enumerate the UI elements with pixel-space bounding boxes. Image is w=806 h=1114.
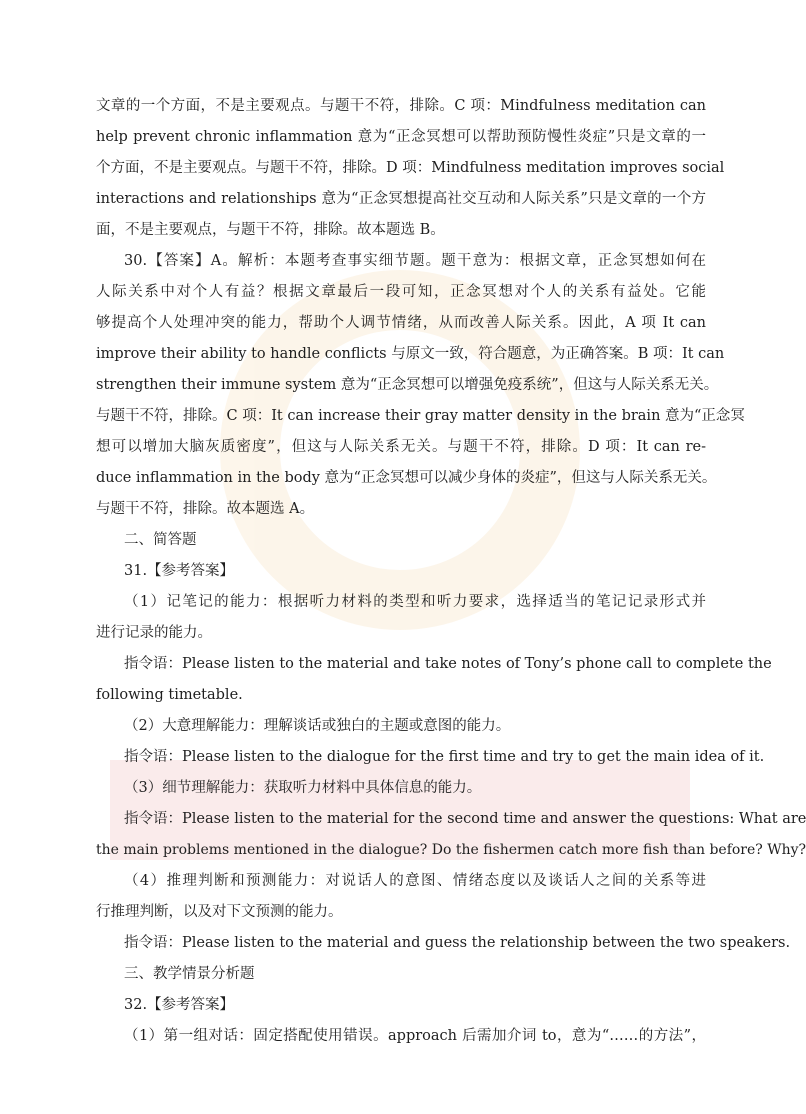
- text-line: the main problems mentioned in the dialogue? Do the fishermen catch more fish than before? Why?: [96, 842, 806, 858]
- text-line: interactions and relationships 意为“正念冥想提高社交互动和人际关系”只是文章的一个方: [96, 191, 706, 207]
- text-line: （2）大意理解能力：理解谈话或独白的主题或意图的能力。: [124, 718, 511, 734]
- answer-32-heading: 32.【参考答案】: [124, 997, 235, 1013]
- text-line: 与题干不符，排除。故本题选 A。: [96, 501, 315, 517]
- answer-30-heading: 30.【答案】A。解析：本题考查事实细节题。题干意为：根据文章，正念冥想如何在: [124, 253, 706, 269]
- answer-31-heading: 31.【参考答案】: [124, 563, 235, 579]
- text-line: （1）记笔记的能力：根据听力材料的类型和听力要求，选择适当的笔记记录形式并: [124, 594, 706, 610]
- section-heading: 二、简答题: [124, 532, 197, 548]
- text-line: （1）第一组对话：固定搭配使用错误。approach 后需加介词 to，意为“……的方法”，: [124, 1028, 706, 1044]
- text-line: 文章的一个方面，不是主要观点。与题干不符，排除。C 项：Mindfulness meditation can: [96, 98, 706, 114]
- text-line: 想可以增加大脑灰质密度”，但这与人际关系无关。与题干不符，排除。D 项：It can re-: [96, 439, 706, 455]
- text-line: 个方面，不是主要观点。与题干不符，排除。D 项：Mindfulness meditation improves social: [96, 160, 725, 176]
- text-line: following timetable.: [96, 687, 243, 703]
- text-line: 指令语：Please listen to the material for the second time and answer the questions: What are: [124, 811, 806, 827]
- section-heading: 三、教学情景分析题: [124, 966, 255, 982]
- text-line: 够提高个人处理冲突的能力，帮助个人调节情绪，从而改善人际关系。因此，A 项 It can: [96, 315, 706, 331]
- text-line: 指令语：Please listen to the material and take notes of Tony’s phone call to complete the: [124, 656, 772, 672]
- text-line: duce inflammation in the body 意为“正念冥想可以减少身体的炎症”，但这与人际关系无关。: [96, 470, 717, 486]
- text-line: （3）细节理解能力：获取听力材料中具体信息的能力。: [124, 780, 482, 796]
- text-line: improve their ability to handle conflicts 与原文一致，符合题意，为正确答案。B 项：It can: [96, 346, 725, 362]
- text-line: 进行记录的能力。: [96, 625, 212, 641]
- text-line: 指令语：Please listen to the material and guess the relationship between the two speakers.: [124, 935, 791, 951]
- text-line: 人际关系中对个人有益？根据文章最后一段可知，正念冥想对个人的关系有益处。它能: [96, 284, 706, 300]
- text-line: （4）推理判断和预测能力：对说话人的意图、情绪态度以及谈话人之间的关系等进: [124, 873, 706, 889]
- text-line: strengthen their immune system 意为“正念冥想可以增强免疫系统”，但这与人际关系无关。: [96, 377, 719, 393]
- text-line: 面，不是主要观点，与题干不符，排除。故本题选 B。: [96, 222, 445, 238]
- text-line: 指令语：Please listen to the dialogue for the first time and try to get the main idea of it.: [124, 749, 765, 765]
- text-line: help prevent chronic inflammation 意为“正念冥想可以帮助预防慢性炎症”只是文章的一: [96, 129, 706, 145]
- text-line: 与题干不符，排除。C 项：It can increase their gray matter density in the brain 意为“正念冥: [96, 408, 745, 424]
- text-line: 行推理判断，以及对下文预测的能力。: [96, 904, 343, 920]
